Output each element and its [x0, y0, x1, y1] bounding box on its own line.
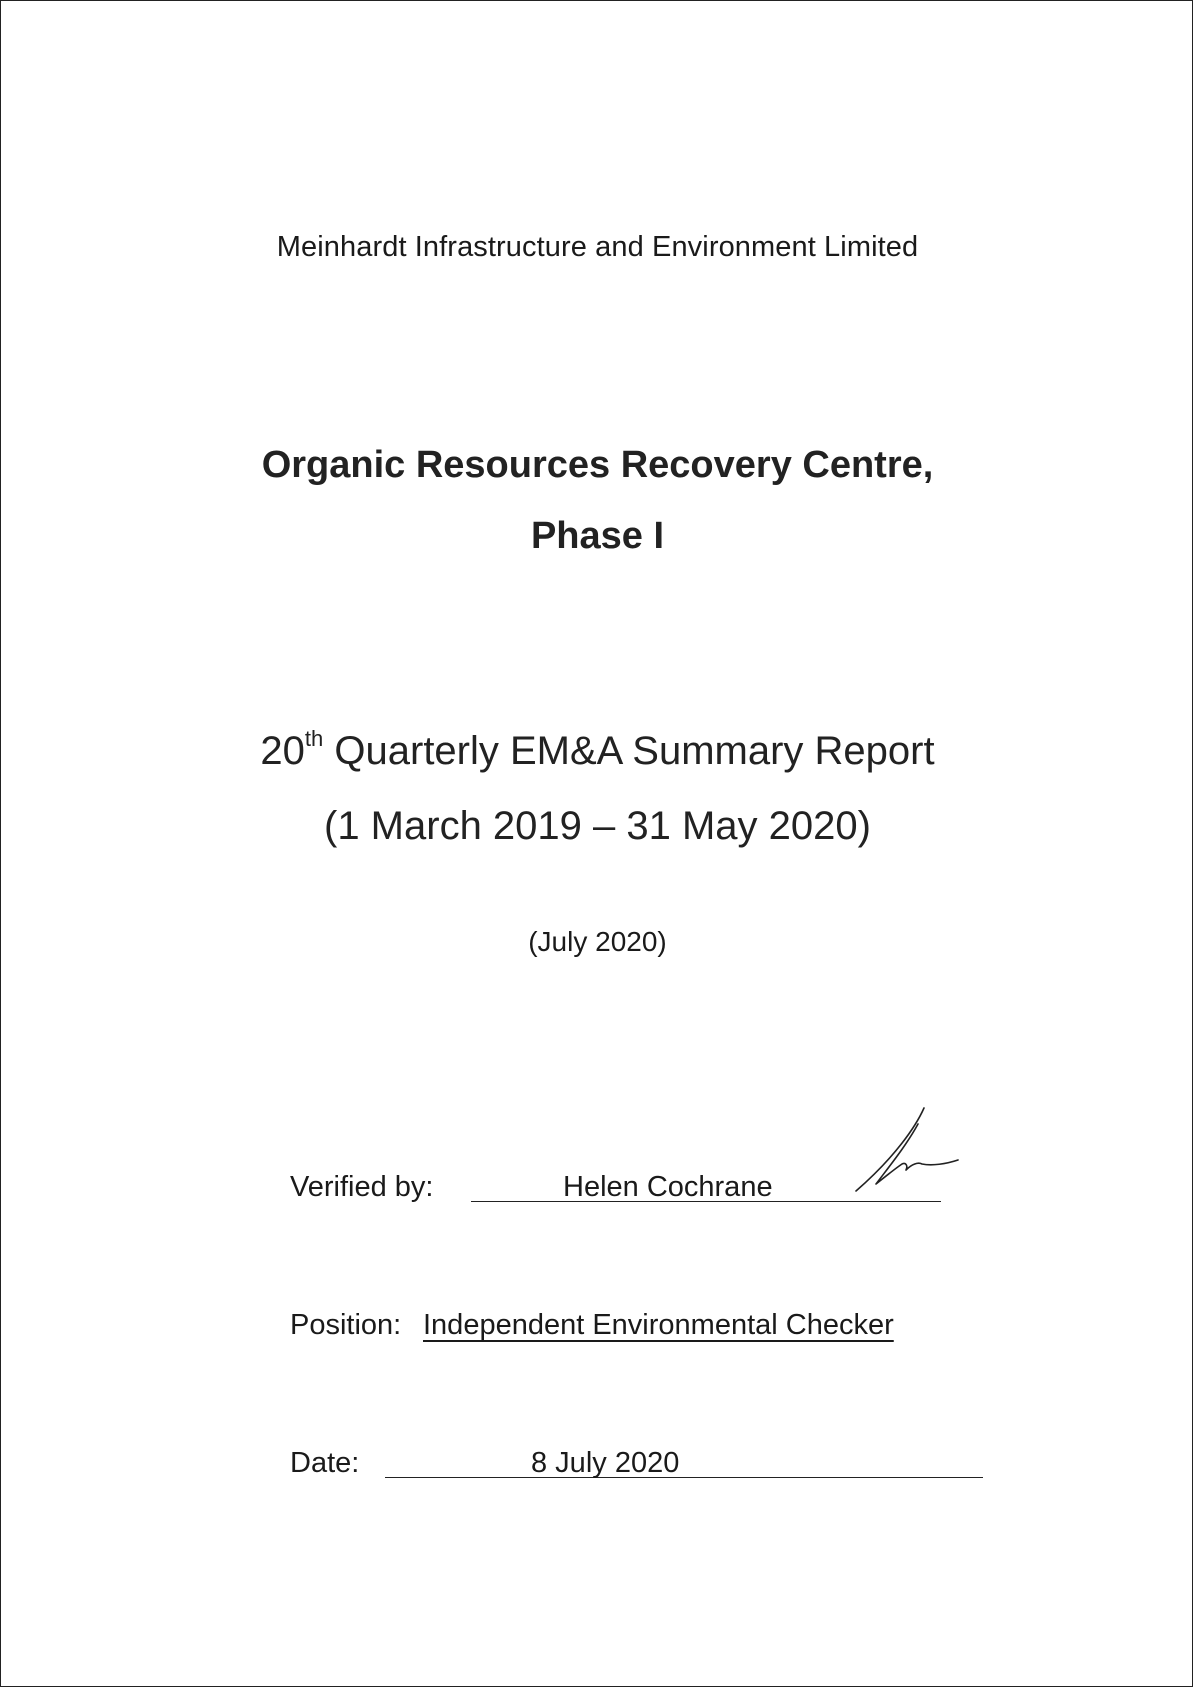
- date-label: Date:: [290, 1447, 360, 1479]
- position-value: Independent Environmental Checker: [423, 1309, 894, 1341]
- date-underline: [385, 1477, 983, 1478]
- report-title-text: Quarterly EM&A Summary Report: [323, 729, 935, 773]
- position-label: Position:: [290, 1309, 402, 1341]
- project-title-line-1: Organic Resources Recovery Centre,: [261, 444, 934, 486]
- report-number-suffix: th: [304, 725, 324, 751]
- report-number: 20: [260, 729, 305, 773]
- report-period: (1 March 2019 – 31 May 2020): [324, 804, 871, 848]
- signature-icon: [846, 1106, 966, 1196]
- company-name: Meinhardt Infrastructure and Environment Limited: [276, 231, 919, 263]
- report-date: (July 2020): [528, 926, 667, 957]
- verified-by-name: Helen Cochrane: [563, 1171, 773, 1203]
- report-title: [1, 725, 1193, 774]
- verified-by-label: Verified by:: [290, 1171, 434, 1203]
- project-title-line-2: Phase I: [530, 515, 665, 557]
- date-value: 8 July 2020: [531, 1447, 680, 1479]
